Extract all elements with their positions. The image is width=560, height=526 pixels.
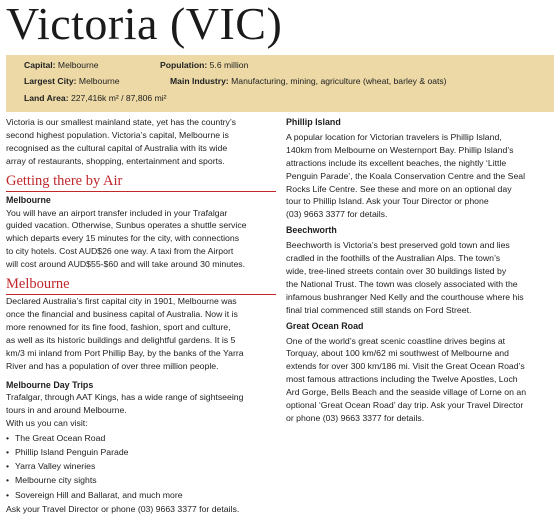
melbourne-line: once the financial and business capital of Australia. Now it is (6, 308, 238, 319)
fact-largest-city-value: Melbourne (78, 76, 120, 86)
day-trips-line: tours in and around Melbourne. (6, 405, 127, 416)
phillip-island-paragraph (286, 131, 554, 221)
bullet-icon: • (6, 475, 10, 486)
phillip-line: attractions include its excellent beaches, the nightly ‘Little (286, 157, 507, 168)
fact-population-label: Population: (160, 60, 208, 70)
ocean-road-line: Ard Gorge, Bells Beach and the seaside village of Lorne on an (286, 387, 527, 398)
phillip-line: Rocks Life Centre. See these and more on an optional day (286, 183, 512, 194)
bullet-icon: • (6, 489, 10, 500)
list-item: • Yarra Valley wineries (6, 461, 96, 472)
beechworth-line: infamous bushranger Ned Kelly and the courthouse where his (286, 291, 524, 302)
air-line: which departs every 15 minutes for the city, with connections (6, 233, 240, 244)
ocean-road-line: most famous attractions including the Twelve Apostles, Loch (286, 374, 518, 385)
air-line: guided vacation. Otherwise, Sunbus operates a shuttle service (6, 220, 247, 231)
beechworth-line: cradled in the foothills of the Australian Alps. The town’s (286, 253, 501, 264)
melbourne-line: River and has a population of over three million people. (6, 360, 219, 371)
day-trips-list (6, 432, 276, 502)
ocean-road-line: One of the world’s great scenic coastline drives begins at (286, 335, 506, 346)
bullet-icon: • (6, 461, 10, 472)
list-item: • Sovereign Hill and Ballarat, and much more (6, 489, 183, 500)
page-title: Victoria (VIC) (6, 0, 283, 49)
list-item: • Phillip Island Penguin Parade (6, 446, 129, 457)
fact-land-area (24, 91, 167, 105)
left-column (6, 116, 276, 516)
beechworth-line: the National Trust. The town was closely associated with the (286, 278, 518, 289)
beechworth-line: final trial commenced still stands on Ford Street. (286, 304, 472, 315)
heading-melbourne: Melbourne (6, 276, 276, 295)
melbourne-line: Declared Australia’s first capital city in 1901, Melbourne was (6, 296, 237, 307)
melbourne-paragraph (6, 295, 276, 372)
fact-largest-city-label: Largest City: (24, 76, 77, 86)
fact-population-value: 5.6 million (209, 60, 249, 70)
ocean-road-line: Torquay, about 100 km/62 mi southwest of Melbourne and (286, 348, 509, 359)
phillip-line: tour to Phillip Island. Ask your Tour Director or phone (286, 196, 489, 207)
air-line: to city hotels. Cost AUD$26 one way. A taxi from the Airport (6, 246, 234, 257)
list-item: • The Great Ocean Road (6, 432, 106, 443)
beechworth-line: Beechworth is Victoria’s best preserved gold town and lies (286, 240, 510, 251)
fact-capital-label: Capital: (24, 60, 56, 70)
fact-land-area-label: Land Area: (24, 93, 69, 103)
intro-line: recognised as the cultural capital of Australia with its wide (6, 142, 228, 153)
melbourne-line: km/3 mi inland from Port Phillip Bay, by the banks of the Yarra (6, 347, 244, 358)
ocean-road-line: optional ‘Great Ocean Road’ day trip. Ask your Travel Director (286, 400, 524, 411)
ocean-road-line: extends for over 300 km/186 mi. Visit the Great Ocean Road’s (286, 361, 525, 372)
intro-paragraph (6, 116, 276, 168)
day-trips-paragraph (6, 391, 276, 430)
fact-capital-value: Melbourne (57, 60, 99, 70)
beechworth-line: wide, tree-lined streets contain over 30 buildings listed by (286, 265, 507, 276)
intro-line: array of restaurants, shopping, entertainment and sports. (6, 155, 225, 166)
great-ocean-road-paragraph (286, 335, 554, 425)
fact-capital (24, 58, 99, 72)
fact-main-industry-value: Manufacturing, mining, agriculture (wheat, barley & oats) (231, 76, 447, 86)
fact-largest-city (24, 74, 120, 88)
day-trips-footer: Ask your Travel Director or phone (03) 9663 3377 for details. (6, 503, 240, 514)
list-item: • Melbourne city sights (6, 475, 97, 486)
day-trips-line: Trafalgar, through AAT Kings, has a wide range of sightseeing (6, 392, 244, 403)
phillip-line: Penguin Parade’, the Koala Conservation Centre and the Seal (286, 170, 526, 181)
fact-population (160, 58, 248, 72)
heading-getting-there-by-air: Getting there by Air (6, 173, 276, 192)
subheading-beechworth: Beechworth (286, 225, 337, 236)
subheading-air-melbourne: Melbourne (6, 194, 51, 205)
air-paragraph (6, 207, 276, 272)
air-line: You will have an airport transfer included in your Trafalgar (6, 207, 228, 218)
melbourne-line: more renowned for its fine food, fashion, sport and culture, (6, 321, 231, 332)
melbourne-line: as well as its historic buildings and delightful gardens. It is 5 (6, 334, 236, 345)
ocean-road-line: or phone (03) 9663 3377 for details. (286, 412, 425, 423)
beechworth-paragraph (286, 239, 554, 316)
bullet-icon: • (6, 432, 10, 443)
phillip-line: A popular location for Victorian travelers is Phillip Island, (286, 131, 502, 142)
fact-main-industry-label: Main Industry: (170, 76, 229, 86)
phillip-line: (03) 9663 3377 for details. (286, 209, 388, 220)
facts-panel (6, 55, 554, 112)
fact-land-area-value: 227,416k m² / 87,806 mi² (70, 93, 167, 103)
right-column (286, 116, 554, 425)
air-line: will cost around AUD$55-$60 and will take around 30 minutes. (6, 259, 246, 270)
intro-line: Victoria is our smallest mainland state, yet has the country’s (6, 117, 237, 127)
subheading-phillip-island: Phillip Island (286, 117, 341, 127)
intro-line: second highest population. Victoria’s capital, Melbourne is (6, 129, 229, 140)
bullet-icon: • (6, 446, 10, 457)
subheading-melbourne-day-trips: Melbourne Day Trips (6, 379, 94, 390)
day-trips-line: With us you can visit: (6, 418, 88, 429)
subheading-great-ocean-road: Great Ocean Road (286, 320, 364, 331)
fact-main-industry (170, 74, 447, 88)
phillip-line: 140km from Melbourne on Westernport Bay. Phillip Island’s (286, 144, 514, 155)
